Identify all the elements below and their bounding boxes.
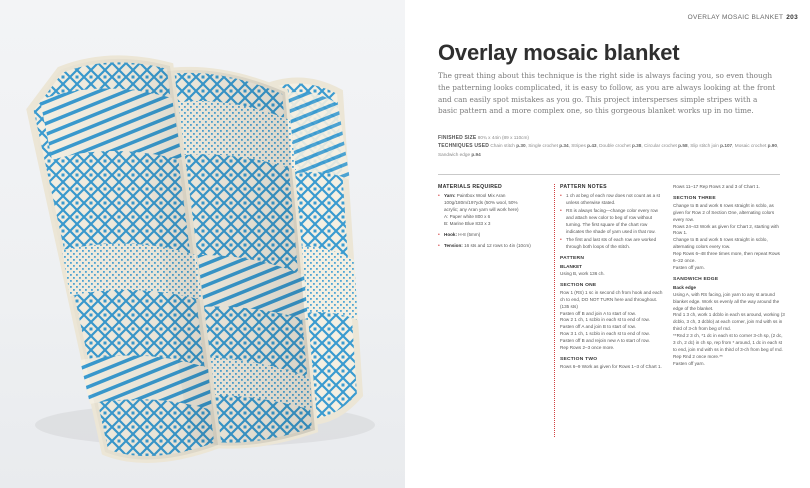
intro-paragraph: The great thing about this technique is the right side is always facing you, so even though the patterning looks complicated, it is easy to follow, as you are always looking at the front and can easily spot mistakes as you go. This project intersperses simple stripes with a basic pattern and a more complex one, so this gorgeous blanket works up in no time. (438, 71, 776, 116)
change-to-b: Change to B and work 5 rows straight in scblo, alternating colors every row. (673, 237, 768, 250)
section-two-text: Rows 6–9 Work as given for Rows 1–3 of Chart 1. (560, 363, 662, 369)
section-divider (438, 174, 780, 175)
back-edge-text: Using A, with RS facing, join yarn to any st around blanket edge. Work ss evenly all the way around the edge of the blanket. (673, 291, 780, 311)
row-2: Row 2 1 ch, 1 scblo in each st to end of row. (560, 317, 650, 323)
sandwich-edge-heading: SANDWICH EDGE (673, 276, 719, 282)
pattern-page (405, 0, 810, 488)
bullet-icon: • (438, 243, 440, 250)
pattern-column (554, 184, 664, 437)
bullet-icon: • (438, 192, 440, 199)
note-item: • 1 ch at beg of each row does not count as a st unless otherwise stated. (560, 192, 660, 205)
page-title: Overlay mosaic blanket (438, 40, 680, 65)
fasten-off-final: Fasten off yarn. (673, 360, 705, 366)
blanket-heading: BLANKET (560, 264, 582, 270)
note-item: • The first and last sts of each row are worked through both loops of the stitch. (560, 237, 657, 250)
section-three-text: Change to B and work 6 rows straight in scblo, as given for Row 2 of Section One, alternating colors every row. (673, 202, 775, 222)
row-3: Row 3 1 ch, 1 scblo in each st to end of row. Fasten off B and rejoin new A to start of row. (560, 331, 650, 344)
materials-tension: • Tension: 16 sts and 12 rows to 4in (10cm) (438, 243, 531, 250)
section-name: OVERLAY MOSAIC BLANKET (687, 14, 784, 21)
materials-column (438, 184, 532, 252)
rows-24-43: Rows 24–43 Work as given for Chart 2, starting with Row 1. (673, 223, 779, 236)
technique-item: Sandwich edge p.94 (438, 151, 481, 157)
techniques-label: TECHNIQUES USED (438, 143, 490, 150)
repeat-note: Rep Rows 2–3 once more. (560, 345, 615, 351)
finished-size (438, 134, 788, 142)
running-head (688, 14, 798, 21)
pattern-continued-column (673, 184, 785, 368)
section-three-heading: SECTION THREE (673, 195, 716, 201)
materials-yarn: • Yarn: Paintbox Wool Mix Aran 100g/180m/197yds (50% wool, 50% acrylic; any Aran yarn will work here) A: Paper white 800 x 6 B: Marine Blue 833 x 3 (438, 192, 519, 226)
row-1-note: Fasten off B and join A to start of row. (560, 310, 637, 316)
row-2-note: Fasten off A and join B to start of row. (560, 324, 637, 330)
technique-item: Stripes p.43, (571, 143, 598, 149)
technique-item: Circular crochet p.58, (644, 143, 689, 149)
technique-item: Slip stitch join p.107, (690, 143, 734, 149)
finished-size-value: 80¾ x 44in (89 x 110cm) (477, 135, 529, 140)
section-two-heading: SECTION TWO (560, 356, 598, 362)
repeat-rows: Rep Rows 6–48 three times more, then repeat Rows 6–22 once. (673, 251, 780, 264)
back-edge-heading: Back edge (673, 284, 696, 290)
rows-11-17: Rows 11–17 Rep Rows 2 and 3 of Chart 1. (673, 184, 760, 189)
bullet-icon: • (560, 208, 562, 215)
row-1: Row 1 (RS) 1 sc in second ch from hook and each ch to end, DO NOT TURN here and throughout. (135 sts) (560, 289, 663, 309)
technique-item: Chain stitch p.30, (490, 143, 527, 149)
specs-block (438, 134, 788, 158)
technique-item: Double crochet p.38, (599, 143, 643, 149)
bullet-icon: • (438, 231, 440, 238)
techniques-used (438, 142, 788, 158)
round-2: **Rnd 2 3 ch, *1 dc in each st to corner 3-ch sp, (2 dc, 3 ch, 2 dc) in ch sp, rep from * around, 1 dc in each st to end, join rnd with ss in third of 3-ch from beg of rnd. (673, 333, 783, 352)
technique-item: Single crochet p.34, (528, 143, 570, 149)
section-one-heading: SECTION ONE (560, 282, 597, 288)
materials-heading: MATERIALS REQUIRED (438, 184, 503, 190)
yarn-color-a: A: Paper white 800 x 6 (444, 213, 491, 219)
note-item: • RS is always facing—change color every row and attach new color to beg of row without turning. The first square of the chart row indicates the shade of yarn used in that row. (560, 208, 658, 234)
page-number: 203 (786, 14, 798, 21)
finished-size-label: FINISHED SIZE (438, 135, 477, 141)
blanket-text: Using B, work 136 ch. (560, 270, 605, 276)
notes-heading: PATTERN NOTES (560, 184, 607, 190)
technique-item: Mosaic crochet p.90, (734, 143, 779, 149)
materials-hook: • Hook: H-8 (5mm) (438, 231, 481, 238)
bullet-icon: • (560, 192, 562, 199)
fasten-off: Fasten off yarn. (673, 264, 705, 270)
round-1: Rnd 1 3 ch, work 1 dcblo in each ss around, working (3 dcblo, 3 ch, 3 dcblo) at each corner, join rnd with ss in third of 3-ch from beg of rnd. (673, 312, 785, 332)
pattern-heading: PATTERN (560, 256, 585, 262)
repeat-round-2: Rep Rnd 2 once more.** (673, 353, 723, 359)
yarn-color-b: B: Marine Blue 833 x 3 (444, 220, 491, 226)
bullet-icon: • (560, 237, 562, 244)
